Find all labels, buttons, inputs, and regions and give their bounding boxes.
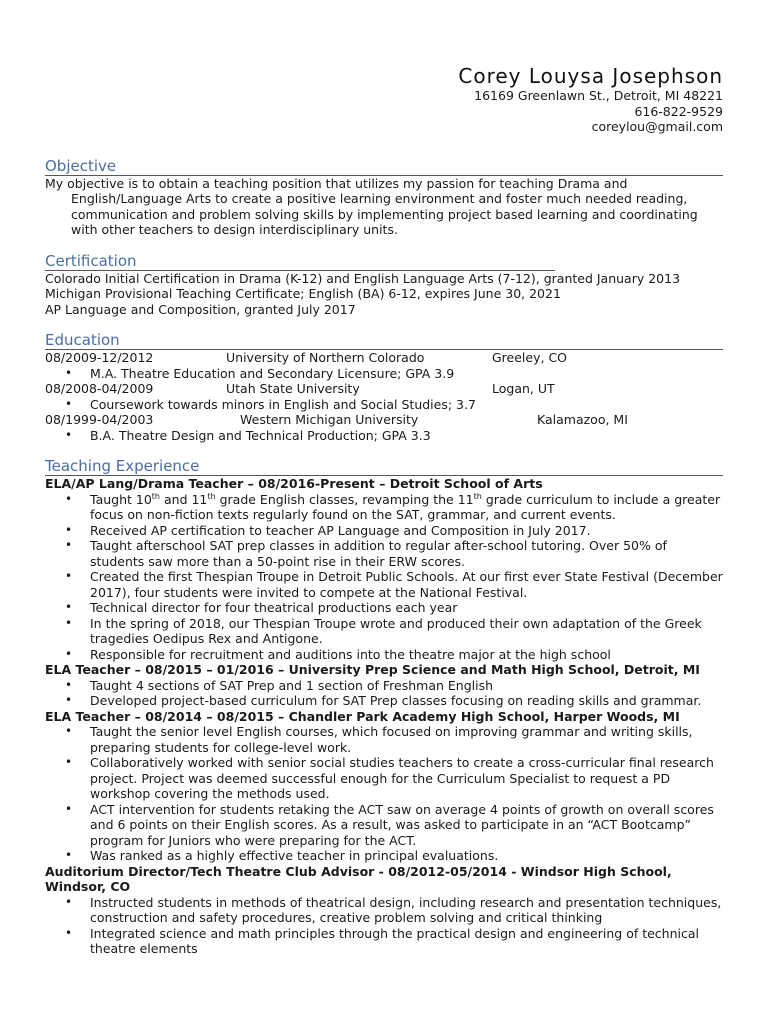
- education-section: [45, 332, 723, 443]
- education-detail: • Coursework towards minors in English and Social Studies; 3.7: [89, 397, 723, 413]
- education-dates: 08/2008-04/2009: [45, 381, 154, 396]
- job-bullet: • In the spring of 2018, our Thespian Troupe wrote and produced their own adaptation of the Greek tragedies Oedipus Rex and Antigone.: [89, 616, 723, 647]
- objective-section: [45, 158, 723, 238]
- education-school: Utah State University: [226, 381, 360, 396]
- education-school: University of Northern Colorado: [226, 350, 425, 365]
- education-location: Kalamazoo, MI: [537, 412, 628, 427]
- job-bullet: • Collaboratively worked with senior social studies teachers to create a cross-curricular final research project. Project was deemed successful enough for the Curriculum Specialist to request a PD workshop covering the methods used.: [89, 755, 723, 802]
- candidate-name: Corey Louysa Josephson: [458, 64, 723, 88]
- job-bullet: • ACT intervention for students retaking the ACT saw on average 4 points of growth on overall scores and 6 points on their English scores. As a result, was asked to participate in an “ACT Bootcamp” program for Juniors who were preparing for the ACT.: [89, 802, 723, 849]
- education-location: Greeley, CO: [492, 350, 568, 365]
- education-dates: 08/2009-12/2012: [45, 350, 154, 365]
- education-entry: [45, 350, 723, 366]
- job-heading: ELA/AP Lang/Drama Teacher – 08/2016-Present – Detroit School of Arts: [45, 476, 543, 491]
- job-bullet: • Taught afterschool SAT prep classes in addition to regular after-school tutoring. Over 50% of students saw more than a 50-point rise in their ERW scores.: [89, 538, 723, 569]
- resume-header: [45, 64, 723, 135]
- experience-heading: Teaching Experience: [45, 458, 723, 476]
- job-bullet: • Taught 4 sections of SAT Prep and 1 section of Freshman English: [89, 678, 723, 694]
- objective-heading: Objective: [45, 158, 723, 176]
- job-bullet: • Taught 10th and 11th grade English classes, revamping the 11th grade curriculum to include a greater focus on non-fiction texts regularly found on the SAT, grammar, and current events.: [89, 492, 723, 523]
- education-dates: 08/1999-04/2003: [45, 412, 154, 427]
- objective-text: My objective is to obtain a teaching position that utilizes my passion for teaching Drama and English/Language Arts to create a positive learning environment and foster much needed reading, communication and problem solving skills by implementing project based learning and coordinating with other teachers to design interdisciplinary units.: [45, 175, 698, 237]
- job-heading: ELA Teacher – 08/2014 – 08/2015 – Chandler Park Academy High School, Harper Woods, MI: [45, 708, 680, 724]
- certification-heading: Certification: [45, 253, 555, 271]
- education-detail: • M.A. Theatre Education and Secondary Licensure; GPA 3.9: [89, 366, 723, 382]
- experience-section: [45, 458, 723, 957]
- education-school: Western Michigan University: [240, 412, 419, 427]
- certification-item: Colorado Initial Certification in Drama (K-12) and English Language Arts (7-12), granted January 2013: [45, 270, 681, 286]
- job-heading: Auditorium Director/Tech Theatre Club Advisor - 08/2012-05/2014 - Windsor High School, Windsor, CO: [45, 863, 672, 894]
- job-bullet: • Technical director for four theatrical productions each year: [89, 600, 723, 616]
- job-bullet: • Taught the senior level English courses, which focused on improving grammar and writing skills, preparing students for college-level work.: [89, 724, 723, 755]
- education-location: Logan, UT: [492, 381, 555, 396]
- phone: 616-822-9529: [634, 103, 723, 119]
- job-bullet: • Instructed students in methods of theatrical design, including research and presentation techniques, construction and safety procedures, creative problem solving and critical thinking: [89, 895, 723, 926]
- job-bullet: • Responsible for recruitment and auditions into the theatre major at the high school: [89, 647, 723, 663]
- job-bullet: • Developed project-based curriculum for SAT Prep classes focusing on reading skills and grammar.: [89, 693, 723, 709]
- certification-section: [45, 253, 723, 318]
- job-heading: ELA Teacher – 08/2015 – 01/2016 – University Prep Science and Math High School, Detroit, MI: [45, 662, 700, 677]
- address: 16169 Greenlawn St., Detroit, MI 48221: [474, 88, 723, 103]
- job-bullet: • Integrated science and math principles through the practical design and engineering of technical theatre elements: [89, 926, 723, 957]
- job-bullet: • Was ranked as a highly effective teacher in principal evaluations.: [89, 848, 723, 864]
- education-heading: Education: [45, 332, 723, 350]
- job-bullet: • Received AP certification to teacher AP Language and Composition in July 2017.: [89, 523, 723, 539]
- education-detail: • B.A. Theatre Design and Technical Production; GPA 3.3: [89, 428, 723, 444]
- email: coreylou@gmail.com: [591, 119, 723, 134]
- job-bullet: • Created the first Thespian Troupe in Detroit Public Schools. At our first ever State Festival (December 2017), four students were invited to compete at the National Festival.: [89, 569, 723, 600]
- education-entry: [45, 381, 723, 397]
- certification-item: Michigan Provisional Teaching Certificate; English (BA) 6-12, expires June 30, 2021: [45, 286, 561, 301]
- certification-item: AP Language and Composition, granted July 2017: [45, 301, 356, 317]
- resume-page: [45, 0, 723, 957]
- education-entry: [45, 412, 723, 428]
